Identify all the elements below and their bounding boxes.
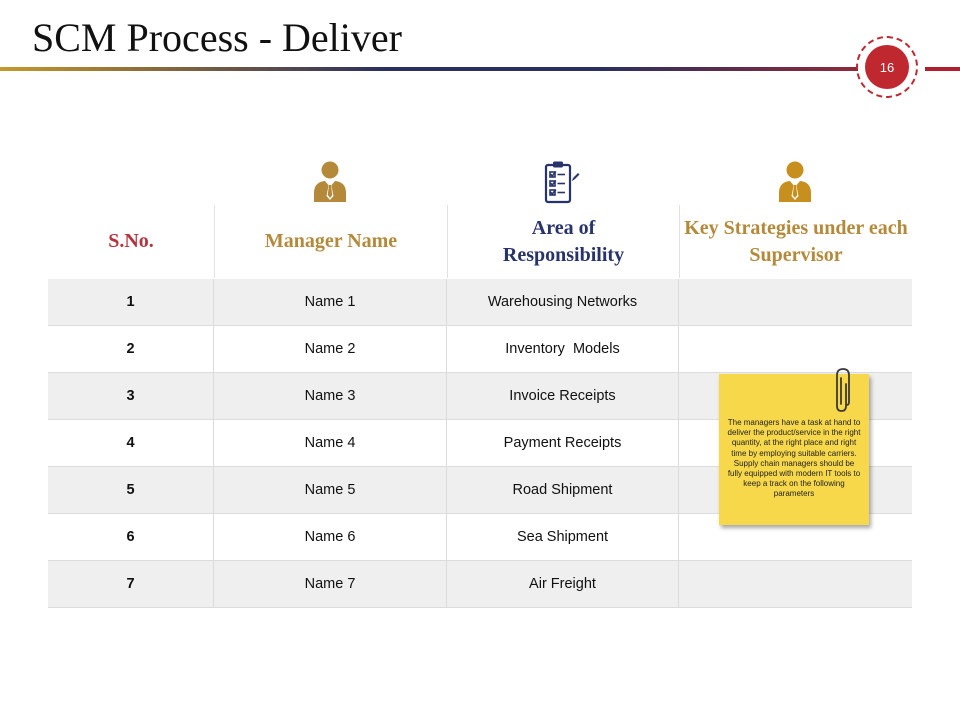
paperclip-icon <box>832 366 854 414</box>
supervisor-icon <box>777 160 813 202</box>
sno-cell: 6 <box>48 514 214 560</box>
strategy-cell <box>679 561 912 607</box>
table-row <box>48 326 912 373</box>
manager-name-cell: Name 2 <box>214 326 447 372</box>
title-underline-right <box>925 67 960 71</box>
area-cell: Payment Receipts <box>447 420 679 466</box>
area-cell: Road Shipment <box>447 467 679 513</box>
page-number-badge: 16 <box>865 45 909 89</box>
header-area-of-responsibility: Area of Responsibility <box>502 216 625 266</box>
sno-cell: 2 <box>48 326 214 372</box>
manager-name-cell: Name 5 <box>214 467 447 513</box>
strategy-cell <box>679 279 912 325</box>
manager-name-cell: Name 3 <box>214 373 447 419</box>
header-sno: S.No. <box>108 230 154 252</box>
strategy-cell <box>679 326 912 372</box>
header-manager-name: Manager Name <box>264 230 398 252</box>
sno-cell: 1 <box>48 279 214 325</box>
manager-name-cell: Name 6 <box>214 514 447 560</box>
header-key-strategies: Key Strategies under each Supervisor <box>684 216 908 266</box>
sticky-note-text: The managers have a task at hand to deliver the product/service in the right quantity, at the right place and right time by employing suitable carriers. Supply chain managers should be fully equipped with modern IT tools to keep a track on the following parameters <box>727 418 861 499</box>
manager-name-cell: Name 7 <box>214 561 447 607</box>
area-cell: Sea Shipment <box>447 514 679 560</box>
title-underline <box>0 67 858 71</box>
sno-cell: 7 <box>48 561 214 607</box>
manager-name-cell: Name 1 <box>214 279 447 325</box>
sno-cell: 3 <box>48 373 214 419</box>
area-cell: Invoice Receipts <box>447 373 679 419</box>
manager-name-cell: Name 4 <box>214 420 447 466</box>
businessman-icon <box>312 160 348 202</box>
table-row <box>48 561 912 608</box>
sno-cell: 5 <box>48 467 214 513</box>
sno-cell: 4 <box>48 420 214 466</box>
slide-title: SCM Process - Deliver <box>32 15 402 60</box>
checklist-clipboard-icon <box>544 160 580 204</box>
area-cell: Warehousing Networks <box>447 279 679 325</box>
area-cell: Inventory Models <box>447 326 679 372</box>
table-row <box>48 279 912 326</box>
area-cell: Air Freight <box>447 561 679 607</box>
